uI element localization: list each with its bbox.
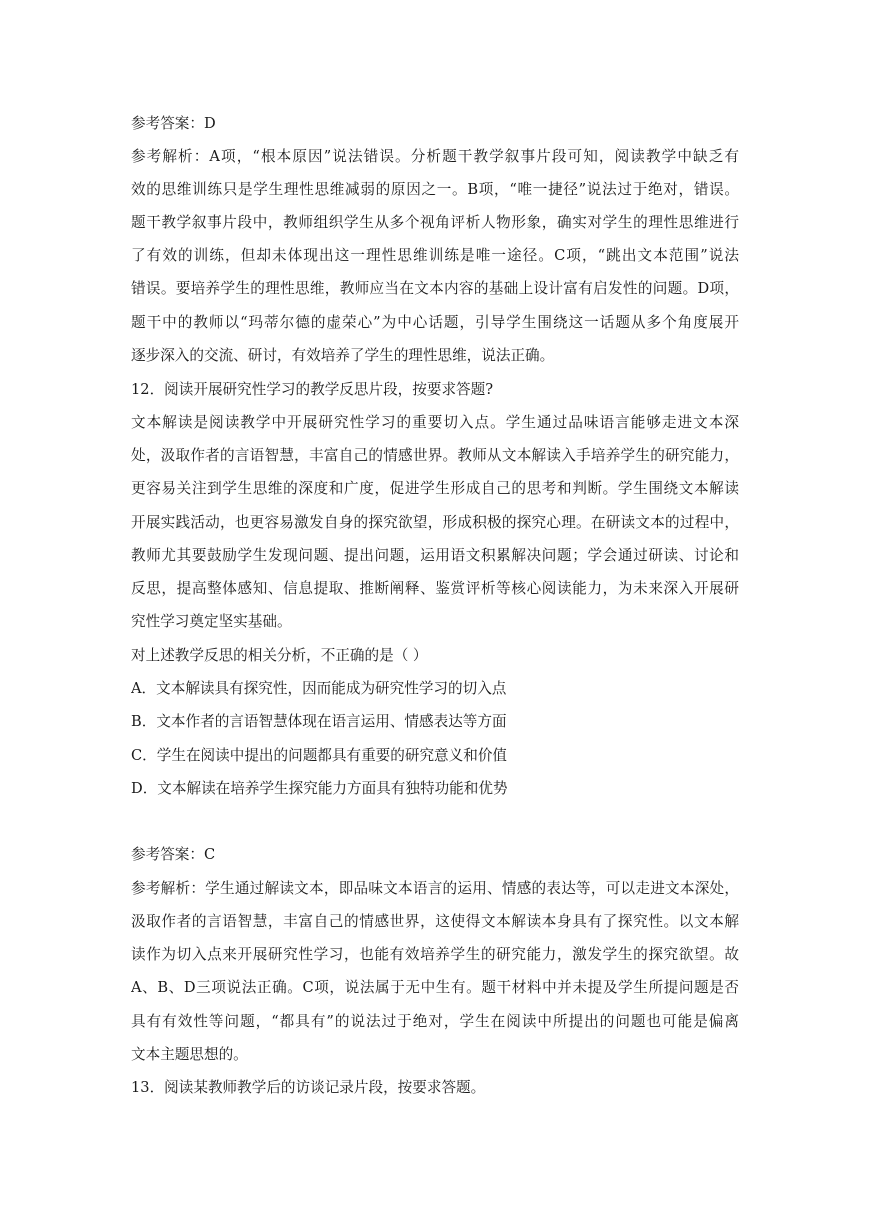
answer-line: 参考答案：C <box>131 846 216 863</box>
analysis-line: 题干教学叙事片段中，教师组织学生从多个视角评析人物形象，确实对学生的理性思维进行 <box>131 214 739 231</box>
question-prompt: 对上述教学反思的相关分析，不正确的是（ ） <box>131 647 428 664</box>
analysis-line: A、B、D三项说法正确。C项，说法属于无中生有。题干材料中并未提及学生所提问题是否 <box>131 979 739 996</box>
passage-line: 究性学习奠定坚实基础。 <box>131 613 292 630</box>
option-b: B．文本作者的言语智慧体现在语言运用、情感表达等方面 <box>131 713 507 730</box>
analysis-line: 读作为切入点来开展研究性学习，也能有效培养学生的研究能力，激发学生的探究欲望。故 <box>131 946 739 963</box>
question-title: 12．阅读开展研究性学习的教学反思片段，按要求答题? <box>131 381 494 398</box>
option-d: D．文本解读在培养学生探究能力方面具有独特功能和优势 <box>131 780 508 797</box>
option-c: C．学生在阅读中提出的问题都具有重要的研究意义和价值 <box>131 747 508 764</box>
option-a: A．文本解读具有探究性，因而能成为研究性学习的切入点 <box>131 680 507 697</box>
passage-line: 教师尤其要鼓励学生发现问题、提出问题，运用语文积累解决问题；学会通过研读、讨论和 <box>131 547 739 564</box>
analysis-line: 参考解析：学生通过解读文本，即品味文本语言的运用、情感的表达等，可以走进文本深处， <box>131 880 739 897</box>
passage-line: 更容易关注到学生思维的深度和广度，促进学生形成自己的思考和判断。学生围绕文本解读 <box>131 480 739 497</box>
analysis-line: 汲取作者的言语智慧，丰富自己的情感世界，这使得文本解读本身具有了探究性。以文本解 <box>131 913 739 930</box>
analysis-line: 效的思维训练只是学生理性思维减弱的原因之一。B项，“唯一捷径”说法过于绝对，错误。 <box>131 181 739 198</box>
analysis-line: 逐步深入的交流、研讨，有效培养了学生的理性思维，说法正确。 <box>131 347 555 364</box>
passage-line: 文本解读是阅读教学中开展研究性学习的重要切入点。学生通过品味语言能够走进文本深 <box>131 414 739 431</box>
passage-line: 开展实践活动，也更容易激发自身的探究欲望，形成积极的探究心理。在研读文本的过程中， <box>131 514 739 531</box>
analysis-line: 题干中的教师以“玛蒂尔德的虚荣心”为中心话题，引导学生围绕这一话题从多个角度展开 <box>131 314 739 331</box>
analysis-line: 了有效的训练，但却未体现出这一理性思维训练是唯一途径。C项，“跳出文本范围”说法 <box>131 247 739 264</box>
analysis-line: 参考解析：A项，“根本原因”说法错误。分析题干教学叙事片段可知，阅读教学中缺乏有 <box>131 148 739 165</box>
analysis-line: 具有有效性等问题，“都具有”的说法过于绝对，学生在阅读中所提出的问题也可能是偏离 <box>131 1013 739 1030</box>
passage-line: 反思，提高整体感知、信息提取、推断阐释、鉴赏评析等核心阅读能力，为未来深入开展研 <box>131 580 739 597</box>
question-title: 13．阅读某教师教学后的访谈记录片段，按要求答题。 <box>131 1079 486 1096</box>
answer-line: 参考答案：D <box>131 115 216 132</box>
analysis-line: 错误。要培养学生的理性思维，教师应当在文本内容的基础上设计富有启发性的问题。D项， <box>131 280 739 297</box>
analysis-line: 文本主题思想的。 <box>131 1046 248 1063</box>
passage-line: 处，汲取作者的言语智慧，丰富自己的情感世界。教师从文本解读入手培养学生的研究能力， <box>131 447 739 464</box>
